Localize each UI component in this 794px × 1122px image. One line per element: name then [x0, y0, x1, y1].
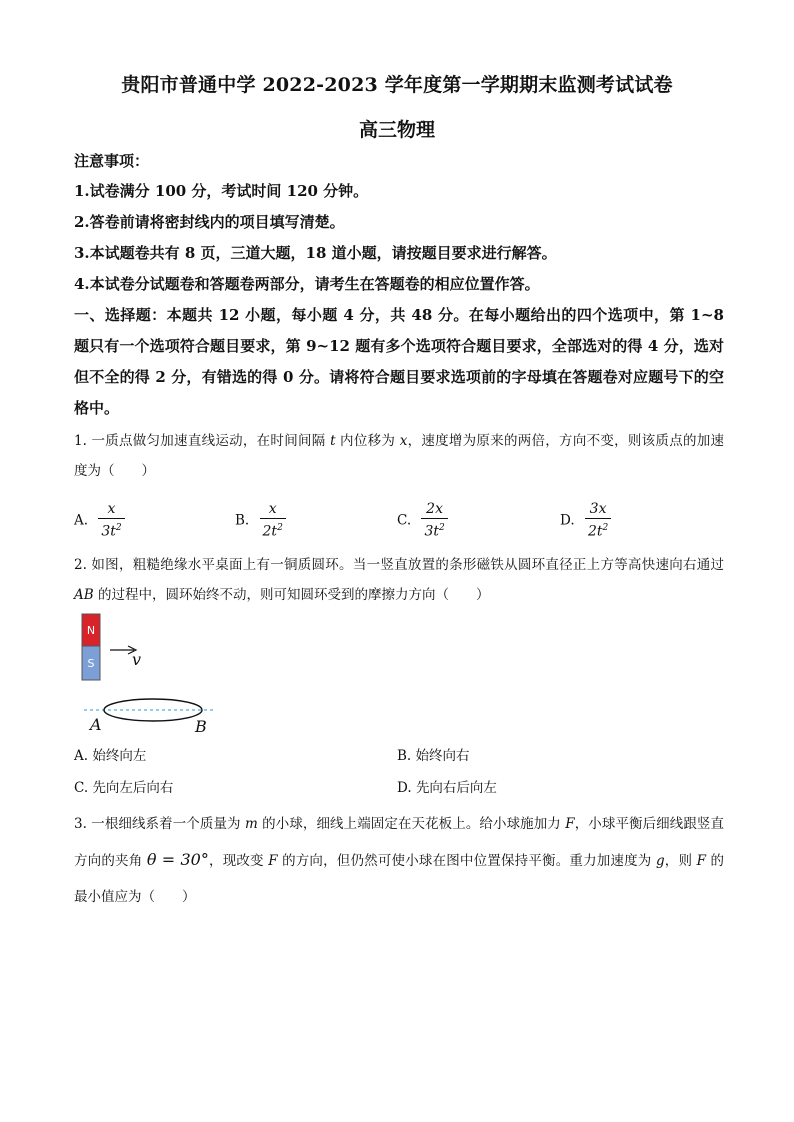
notice-item-4: 4.本试卷分试题卷和答题卷两部分，请考生在答题卷的相应位置作答。	[74, 275, 540, 293]
q1-option-d[interactable]	[560, 500, 611, 541]
q2-option-c-text: 先向左后向右	[92, 780, 174, 796]
q3-text-4: ，现改变	[208, 853, 269, 869]
q3-text-3: ，小球平衡后细线跟竖直方向的夹角	[74, 816, 724, 869]
q3-var-g: g	[655, 853, 665, 869]
question-2-stem	[74, 550, 724, 610]
q1-option-c-numerator: 2x	[426, 501, 443, 517]
q1-option-a-numerator: x	[107, 501, 116, 517]
point-a-label: A	[90, 715, 102, 734]
q1-option-d-den-base: 2t	[587, 523, 603, 540]
q2-option-c[interactable]	[74, 776, 173, 796]
q3-theta-equation: θ = 30°	[146, 850, 209, 869]
q1-option-b-den-base: 2t	[262, 523, 278, 540]
exam-title: 贵阳市普通中学 2022-2023 学年度第一学期期末监测考试试卷	[121, 74, 673, 96]
q1-option-d-fraction	[585, 500, 611, 541]
q1-option-d-numerator: 3x	[589, 501, 607, 517]
question-1-stem	[74, 426, 724, 486]
q1-option-c-label: C.	[397, 512, 412, 529]
q3-text-1: 3. 一根细线系着一个质量为	[74, 816, 245, 832]
q2-text-2: 的过程中，圆环始终不动，则可知圆环受到的摩擦力方向（ ）	[93, 587, 490, 603]
q1-option-a-fraction	[98, 500, 124, 541]
magnet-north-label: N	[86, 624, 96, 637]
q2-option-b[interactable]	[397, 744, 470, 764]
notice-heading: 注意事项：	[74, 152, 150, 170]
q1-option-c-exponent: 2	[438, 523, 445, 533]
q1-text-2: 内位移为	[335, 433, 400, 449]
notice-item-2: 2.答卷前请将密封线内的项目填写清楚。	[74, 213, 345, 231]
q1-option-d-exponent: 2	[602, 523, 609, 533]
q3-var-f-3: F	[696, 853, 707, 869]
q2-var-ab: AB	[74, 587, 94, 603]
q1-option-a-label: A.	[74, 512, 89, 529]
q1-option-b-fraction	[260, 500, 286, 541]
notice-item-3: 3.本试题卷共有 8 页，三道大题，18 道小题，请按题目要求进行解答。	[74, 244, 557, 262]
q1-option-a[interactable]	[74, 500, 125, 541]
q1-option-d-denominator	[585, 518, 611, 541]
q1-option-b-numerator: x	[268, 501, 277, 517]
q1-text-3: ，速度增为原来的两倍，方向不变，则该质点的加速度为（ ）	[74, 433, 724, 479]
point-b-label: B	[195, 717, 207, 736]
q2-option-b-text: 始终向右	[415, 748, 470, 764]
q2-option-a[interactable]	[74, 744, 146, 764]
q3-var-m: m	[244, 816, 258, 832]
q2-option-a-text: 始终向左	[92, 748, 147, 764]
q1-option-a-denominator	[98, 518, 124, 541]
q2-figure-magnet-ring	[76, 610, 236, 738]
q2-option-b-label: B.	[397, 748, 412, 764]
q1-option-b-denominator	[260, 518, 286, 541]
q1-option-c[interactable]	[397, 500, 448, 541]
q1-option-c-denominator	[421, 518, 447, 541]
question-3-stem	[74, 806, 724, 915]
q2-option-a-label: A.	[74, 748, 89, 764]
q3-text-2: 的小球，细线上端固定在天花板上。给小球施加力	[257, 816, 566, 832]
q3-text-6: ，则	[664, 853, 697, 869]
q1-option-a-den-base: 3t	[101, 523, 116, 540]
q1-var-x: x	[399, 433, 408, 449]
q3-text-5: 的方向，但仍然可使小球在图中位置保持平衡。重力加速度为	[277, 853, 656, 869]
q1-option-b-label: B.	[235, 512, 250, 529]
q2-text-1: 2. 如图，粗糙绝缘水平桌面上有一铜质圆环。当一竖直放置的条形磁铁从圆环直径正上方等高快速向右通过	[74, 557, 724, 573]
q1-option-a-exponent: 2	[115, 523, 122, 533]
q2-option-c-label: C.	[74, 780, 89, 796]
q3-var-f: F	[565, 816, 575, 832]
q2-option-d[interactable]	[397, 776, 497, 796]
q2-option-d-label: D.	[397, 780, 412, 796]
q1-option-b[interactable]	[235, 500, 286, 541]
exam-subtitle: 高三物理	[358, 119, 435, 141]
q3-var-f-2: F	[268, 853, 278, 869]
q1-text-1: 1. 一质点做匀加速直线运动，在时间间隔	[74, 433, 331, 449]
q1-option-d-label: D.	[560, 512, 575, 529]
q1-option-c-den-base: 3t	[424, 523, 439, 540]
q1-var-t: t	[330, 433, 336, 449]
velocity-label: v	[132, 650, 142, 669]
q1-option-c-fraction	[421, 500, 447, 541]
q3-text-7: 的最小值应为（ ）	[74, 853, 724, 905]
magnet-south-label: S	[87, 657, 95, 670]
q1-option-b-exponent: 2	[277, 523, 283, 533]
notice-item-1: 1.试卷满分 100 分，考试时间 120 分钟。	[74, 182, 369, 200]
section-1-instructions: 一、选择题：本题共 12 小题，每小题 4 分，共 48 分。在每小题给出的四个选项中，第 1~8 题只有一个选项符合题目要求，第 9~12 题有多个选项符合题目要求，全部选对的得 4 分，选对但不全的得 2 分，有错选的得 0 分。请将符合题目要求选项前的字母填在答题卷对应题号下的空格中。	[74, 306, 724, 417]
q2-option-d-text: 先向右后向左	[415, 780, 497, 796]
